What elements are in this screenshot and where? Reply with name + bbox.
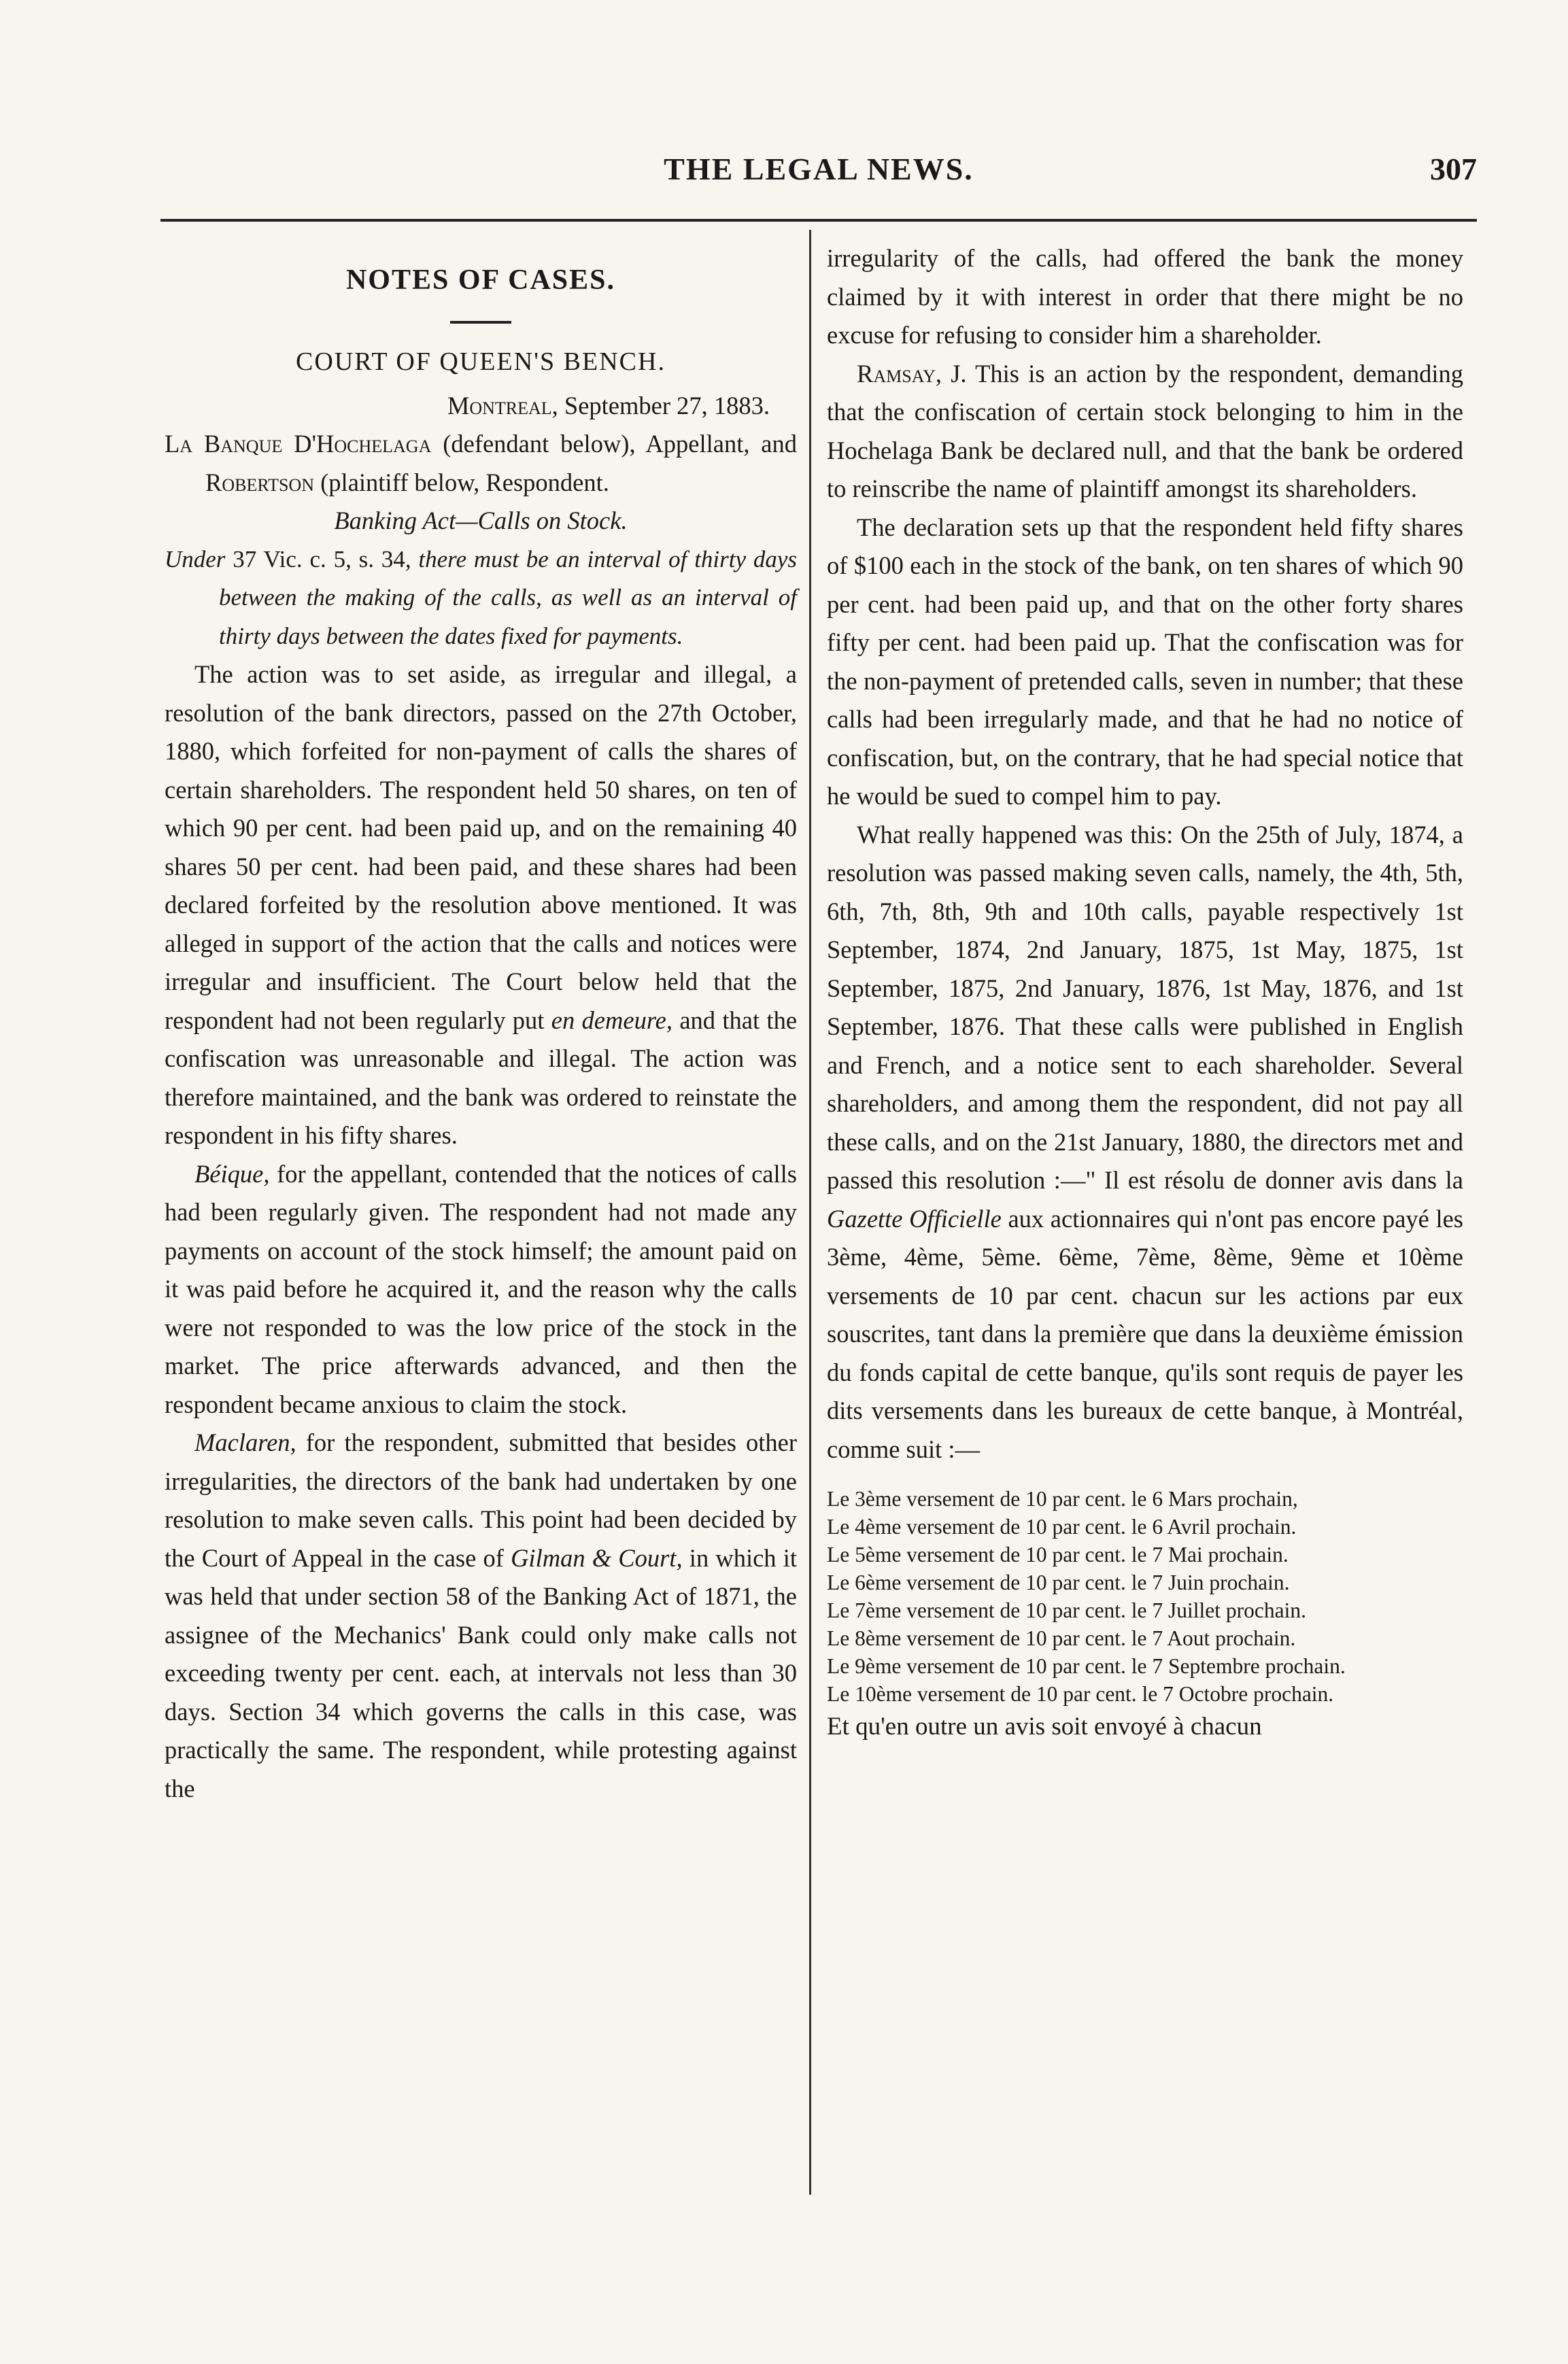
paragraph-declaration: The declaration sets up that the respondent held fifty shares of $100 each in the stock of the bank, on ten shares of which 90 per cent. had been paid up, and that on the other forty shares fifty per cent. had been paid up. That the confiscation was for the non-payment of pretended calls, seven in number; that these calls had been irregularly made, and that he had no notice of confiscation, but, on the contrary, that he had special notice that he would be sued to compel him to pay.: [827, 513, 1463, 810]
paragraph-respondent-text-1: for the respondent, submitted that besides other irregularities, the directors of the bank had undertaken by one resolution to make seven calls. This point had been decided by the Court of Appeal in the case of: [165, 1428, 797, 1572]
headnote-text: there must be an interval of thirty days between the making of the calls, as well as an interval of thirty days between the dates fixed for payments.: [219, 545, 798, 649]
paragraph-action-text-2: and that the confiscation was unreasonable and illegal. The action was therefore maintained, and the bank was ordered to reinstate the respondent in his fifty shares.: [165, 1006, 798, 1149]
section-heading: NOTES OF CASES.: [345, 264, 616, 296]
date-place: Montreal,: [447, 391, 558, 419]
schedule-item: Le 3ème versement de 10 par cent. le 6 Mars prochain,: [827, 1487, 1298, 1511]
headnote-under: Under: [165, 545, 226, 572]
judge-name: Ramsay, J.: [857, 359, 967, 388]
respondent-role: (plaintiff below, Respondent.: [320, 468, 609, 496]
paragraph-judgment-text: This is an action by the respondent, demanding that the confiscation of certain stock belonging to him in the Hochelaga Bank be declared null, and that the bank be ordered to reinscribe the name of plaintiff amongst its shareholders.: [827, 359, 1464, 502]
gazette-title: Gazette Officielle: [827, 1204, 1002, 1233]
schedule-item: Le 8ème versement de 10 par cent. le 7 Aout prochain.: [827, 1626, 1296, 1650]
left-column: [165, 239, 797, 1808]
column-divider: [809, 230, 811, 2195]
paragraph-facts-text-2: aux actionnaires qui n'ont pas encore payé les 3ème, 4ème, 5ème. 6ème, 7ème, 8ème, 9ème et 10ème versements de 10 par cent. chacun sur les actions par eux souscrites, tant dans la première que dans la deuxième émission du fonds capital de cette banque, qu'ils sont requis de payer les dits versements dans les bureaux de cette banque, à Montréal, comme suit :—: [827, 1204, 1464, 1463]
page-number: 307: [1430, 152, 1477, 186]
closing-line: Et qu'en outre un avis soit envoyé à chacun: [827, 1713, 1262, 1741]
header-rule: [160, 219, 1477, 222]
paragraph-appellant-text: for the appellant, contended that the notices of calls had been regularly given. The respondent had not made any payments on account of the stock himself; the amount paid on it was paid before he acquired it, and the reason why the calls were not responded to was the low price of the stock in the market. The price afterwards advanced, and then the respondent became anxious to claim the stock.: [165, 1159, 797, 1418]
right-column: [827, 239, 1463, 1747]
paragraph-action: [165, 655, 797, 1155]
paragraph-appellant: [165, 1155, 797, 1424]
schedule-item: Le 10ème versement de 10 par cent. le 7 Octobre prochain.: [827, 1682, 1334, 1706]
paragraph-respondent: [165, 1424, 797, 1808]
running-title: THE LEGAL NEWS.: [664, 152, 974, 186]
payment-schedule: [827, 1485, 1463, 1708]
paragraph-judgment: [827, 355, 1463, 509]
case-citation: Gilman & Court,: [511, 1543, 683, 1572]
page-header: [160, 151, 1477, 194]
paragraph-action-text-1: The action was to set aside, as irregular and illegal, a resolution of the bank directors, passed on the 27th October, 1880, which forfeited for non-payment of calls the shares of certain shareholders. The respondent held 50 shares, on ten of which 90 per cent. had been paid up, and on the remaining 40 shares 50 per cent. had been paid, and these shares had been declared forfeited by the resolution above mentioned. It was alleged in support of the action that the calls and notices were irregular and insufficient. The Court below held that the respondent had not been regularly put: [165, 660, 797, 1034]
paragraph-respondent-text-2: in which it was held that under section 58 of the Banking Act of 1871, the assignee of the Mechanics' Bank could only make calls not exceeding twenty per cent. each, at intervals not less than 30 days. Section 34 which governs the calls in this case, was practically the same. The respondent, while protesting against the: [165, 1543, 798, 1802]
heading-rule: [450, 321, 511, 324]
appellant-role: (defendant below), Appellant, and: [443, 430, 798, 458]
date-line: [165, 387, 797, 426]
schedule-item: Le 4ème versement de 10 par cent. le 6 Avril prochain.: [827, 1515, 1297, 1539]
schedule-item: Le 9ème versement de 10 par cent. le 7 Septembre prochain.: [827, 1654, 1346, 1678]
paragraph-facts: [827, 816, 1463, 1469]
date: September 27, 1883.: [564, 391, 770, 419]
schedule-item: Le 6ème versement de 10 par cent. le 7 Juin prochain.: [827, 1571, 1290, 1594]
paragraph-continuation: irregularity of the calls, had offered the bank the money claimed by it with interest in order that there might be no excuse for refusing to consider him a shareholder.: [827, 244, 1463, 349]
paragraph-action-italic: en demeure,: [551, 1006, 672, 1034]
case-subject: Banking Act—Calls on Stock.: [334, 507, 628, 534]
case-parties: [165, 425, 797, 502]
court-name: COURT OF QUEEN'S BENCH.: [296, 347, 666, 376]
paragraph-facts-text-1: What really happened was this: On the 25th of July, 1874, a resolution was passed making seven calls, namely, the 4th, 5th, 6th, 7th, 8th, 9th and 10th calls, payable respectively 1st September, 1874, 2nd January, 1875, 1st May, 1875, 1st September, 1875, 2nd January, 1876, 1st May, 1876, and 1st September, 1876. That these calls were published in English and French, and a notice sent to each shareholder. Several shareholders, and among them the respondent, did not pay all these calls, and on the 21st January, 1880, the directors met and passed this resolution :—" Il est résolu de donner avis dans la: [827, 820, 1463, 1194]
headnote: [165, 541, 797, 656]
schedule-item: Le 7ème versement de 10 par cent. le 7 Juillet prochain.: [827, 1598, 1306, 1622]
appellant-name: La Banque D'Hochelaga: [165, 430, 432, 458]
counsel-name-maclaren: Maclaren,: [194, 1428, 296, 1456]
respondent-name: Robertson: [205, 468, 315, 496]
headnote-statute: 37 Vic. c. 5, s. 34,: [233, 545, 411, 572]
counsel-name-beique: Béique,: [194, 1159, 270, 1188]
schedule-item: Le 5ème versement de 10 par cent. le 7 Mai prochain.: [827, 1543, 1289, 1566]
